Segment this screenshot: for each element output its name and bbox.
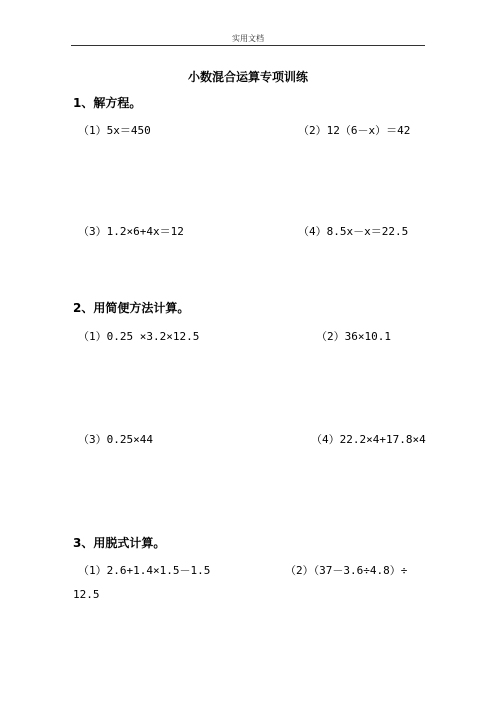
problem-1-1: （1）5x＝450 [78, 124, 151, 137]
problem-3-2: （2）（37－3.6÷4.8）÷ [285, 564, 408, 577]
problem-2-2: （2）36×10.1 [316, 330, 391, 343]
problem-1-2: （2）12（6－x）＝42 [298, 124, 411, 137]
problem-2-3: （3）0.25×44 [78, 433, 153, 446]
section-1-heading: 1、解方程。 [73, 96, 142, 110]
problem-3-2-continued: 12.5 [73, 588, 100, 601]
problem-1-4: （4）8.5x－x＝22.5 [298, 225, 409, 238]
problem-1-3: （3）1.2×6+4x＝12 [78, 225, 184, 238]
section-3-heading: 3、用脱式计算。 [73, 536, 166, 550]
header-divider [71, 45, 425, 46]
section-2-heading: 2、用简便方法计算。 [73, 301, 190, 315]
problem-2-4: （4）22.2×4+17.8×4 [311, 433, 426, 446]
problem-2-1: （1）0.25 ×3.2×12.5 [78, 330, 200, 343]
problem-3-1: （1）2.6+1.4×1.5－1.5 [78, 564, 211, 577]
document-title: 小数混合运算专项训练 [187, 70, 308, 84]
page-header-text: 实用文档 [232, 34, 264, 43]
